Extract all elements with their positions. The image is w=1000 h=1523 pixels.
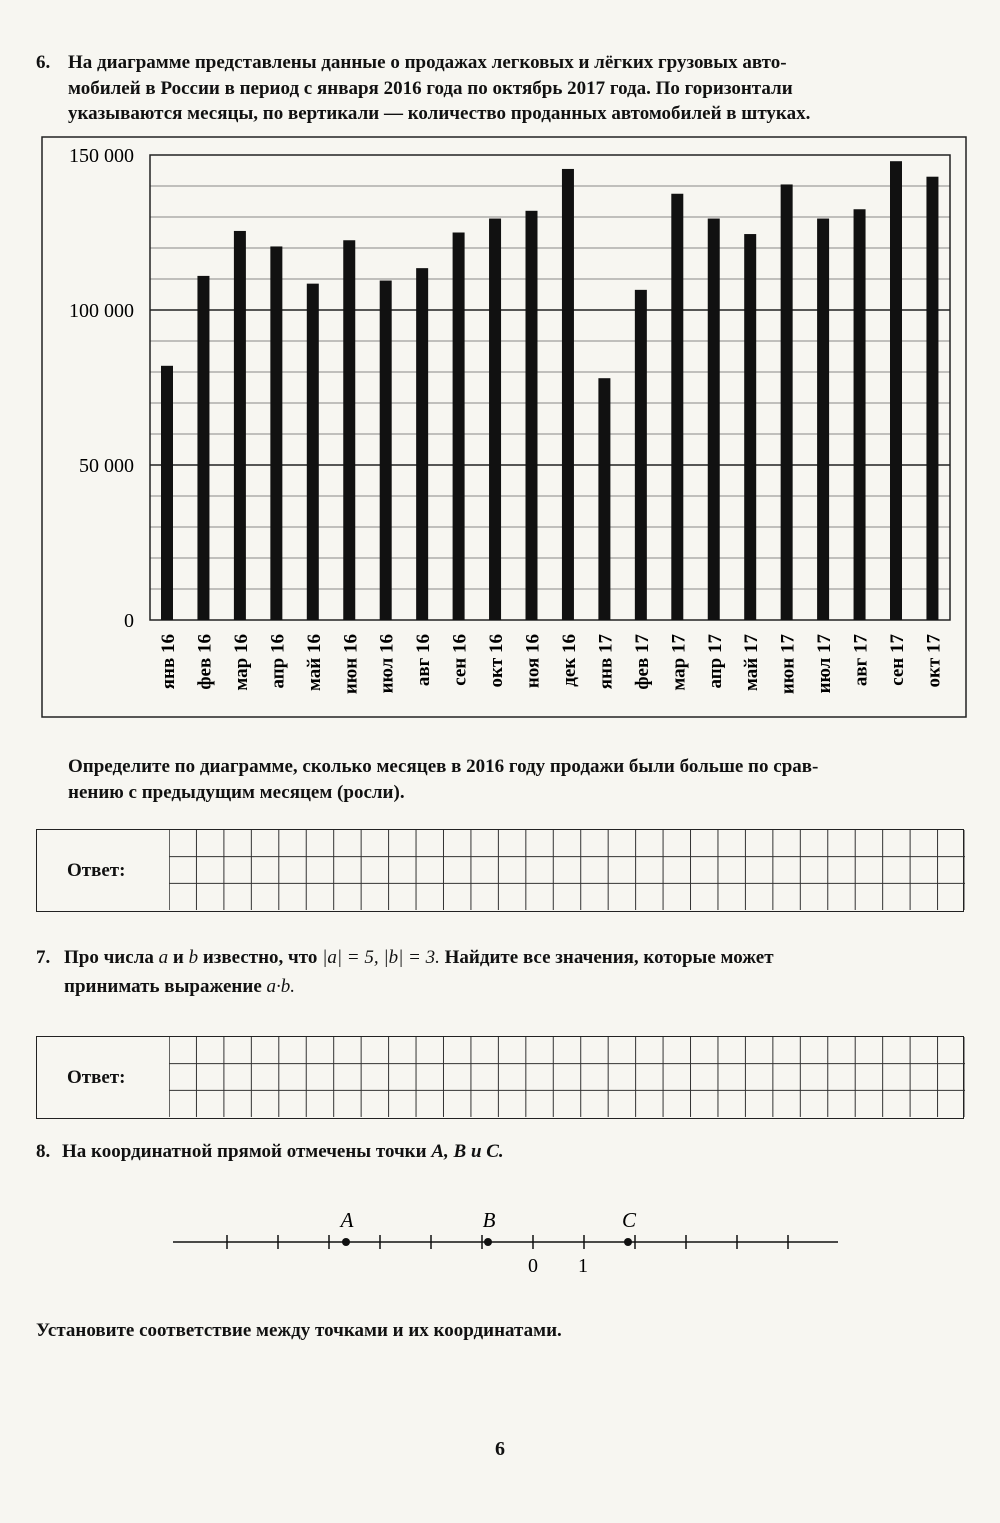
task7-answer-label: Ответ: [67,1066,126,1088]
bar-16 [708,219,720,620]
bar-6 [343,240,355,620]
x-tick-label: фев 16 [194,634,216,690]
x-tick-label: окт 16 [486,634,508,688]
x-tick-label: янв 16 [158,634,179,690]
x-tick-label: апр 17 [704,634,726,689]
x-tick-label: авг 16 [413,634,435,687]
task7-text-line2 [64,974,964,1000]
x-tick-label: мар 16 [230,634,252,691]
plot-area [150,155,950,620]
x-tick-label: май 16 [303,634,325,692]
chart-gridlines [150,186,950,589]
x-tick-label: апр 16 [267,634,289,689]
task6-question-line2: нению с предыдущим месяцем (росли). [68,782,405,803]
bar-15 [671,194,683,620]
bar-14 [635,290,647,620]
bar-5 [307,284,319,620]
point-a-label: A [340,1208,354,1232]
task7-var-b: b [188,947,199,968]
task6-text-line2: мобилей в России в период с января 2016 года по октябрь 2017 года. По горизонтали [68,78,793,99]
task7-text-part2: известно, что [202,947,318,968]
point-b-label: B [482,1208,496,1232]
bar-8 [416,268,428,620]
x-tick-label: дек 16 [558,634,580,687]
x-tick-label: май 17 [741,634,763,692]
bar-17 [744,234,756,620]
one-label: 1 [578,1255,588,1277]
coordinate-line [0,1200,1000,1290]
task6-answer-label: Ответ: [67,859,126,881]
x-tick-label: окт 17 [923,634,945,688]
bar-7 [380,281,392,620]
bar-1 [161,366,173,620]
bar-2 [197,276,209,620]
bar-21 [890,161,902,620]
y-tick-label: 50 000 [79,455,134,477]
task6-answer-box[interactable] [36,829,964,912]
point-c-dot [624,1238,632,1246]
x-tick-label: июн 16 [340,634,362,695]
point-c-label: C [621,1208,637,1232]
task7-expression: a·b. [266,976,296,997]
task6-text-line1: На диаграмме представлены данные о продажах легковых и лёгких грузовых авто- [68,52,787,73]
task8-text: На координатной прямой отмечены точки [62,1141,427,1162]
bar-19 [817,219,829,620]
bar-22 [926,177,938,620]
bar-11 [526,211,538,620]
task6-text-line3: указываются месяцы, по вертикали — количество проданных автомобилей в штуках. [68,103,811,124]
chart-y-tick-labels [69,145,134,632]
point-a-dot [342,1238,350,1246]
task7-text-part1: Про числа [64,947,154,968]
task7-number: 7. [36,947,51,968]
x-tick-label: июл 17 [814,634,836,694]
x-tick-label: сен 17 [887,634,908,686]
bar-12 [562,169,574,620]
task7-answer-box[interactable] [36,1036,964,1119]
task8-points-text: A, B и C. [431,1141,504,1162]
y-tick-label: 0 [124,610,134,632]
task7-text-part3: Найдите все значения, которые может [444,947,774,968]
y-tick-label: 100 000 [69,300,134,322]
point-b-dot [484,1238,492,1246]
x-tick-label: фев 17 [631,634,653,690]
task6-number: 6. [36,52,51,73]
bar-13 [598,378,610,620]
task7-answer-grid[interactable] [169,1037,965,1117]
bar-3 [234,231,246,620]
task7-var-a: a [158,947,169,968]
x-tick-label: июл 16 [376,634,398,694]
y-tick-label: 150 000 [69,145,134,167]
chart-x-tick-labels [158,634,944,695]
x-tick-label: авг 17 [850,634,872,687]
page-number: 6 [495,1438,505,1460]
bar-4 [270,246,282,620]
x-tick-label: сен 16 [449,634,471,686]
x-tick-label: янв 17 [595,634,617,690]
task7-text-line1 [64,945,969,971]
sales-bar-chart [0,0,1000,730]
task8-text-line1 [62,1139,762,1165]
zero-label: 0 [528,1255,538,1277]
x-tick-label: июн 17 [777,634,799,695]
task7-condition: |a| = 5, |b| = 3. [322,947,440,968]
x-tick-label: ноя 16 [522,634,544,689]
bar-9 [453,233,465,621]
task8-number: 8. [36,1141,51,1162]
bar-20 [854,209,866,620]
task7-text-line2-part: принимать выражение [64,976,262,997]
task7-conj: и [172,947,184,968]
task6-answer-grid[interactable] [169,830,965,910]
task8-instruction: Установите соответствие между точками и их координатами. [36,1320,562,1341]
x-tick-label: мар 17 [668,634,690,691]
bar-18 [781,184,793,620]
chart-bars [161,161,938,620]
bar-10 [489,219,501,620]
task6-question-line1: Определите по диаграмме, сколько месяцев в 2016 году продажи были больше по срав- [68,756,819,777]
